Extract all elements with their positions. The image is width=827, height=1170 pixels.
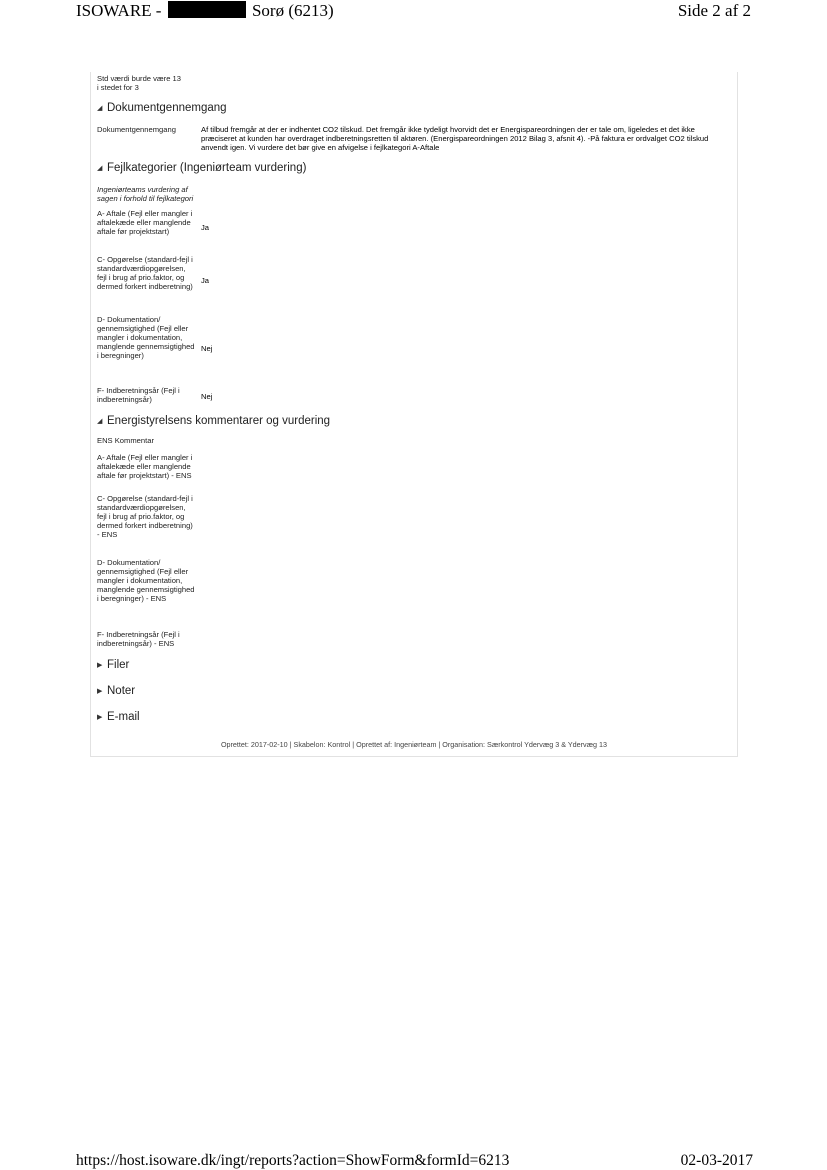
section-filer[interactable]: [97, 658, 129, 673]
print-header: [0, 0, 827, 26]
section-title: Dokumentgennemgang: [107, 102, 227, 114]
report-metadata: Oprettet: 2017-02-10 | Skabelon: Kontrol | Oprettet af: Ingeniørteam | Organisation: Særkontrol Ydervæg 3 & Ydervæg 13: [220, 740, 608, 749]
fejl-row-value: Ja: [201, 223, 210, 232]
section-noter[interactable]: [97, 684, 135, 699]
report-panel: [90, 72, 738, 757]
print-date: 02-03-2017: [680, 1152, 753, 1169]
field-label: Dokumentgennemgang: [97, 125, 176, 134]
expanded-triangle-icon: ◢: [97, 105, 103, 112]
section-title: Filer: [107, 659, 130, 671]
fejl-row-value: Nej: [201, 344, 213, 353]
fejl-row-label: A- Aftale (Fejl eller mangler i aftalekæde eller manglende aftale før projektstart): [97, 209, 193, 236]
ens-row-label: F- Indberetningsår (Fejl i indberetningsår) - ENS: [97, 630, 180, 648]
fejl-row-label: C- Opgørelse (standard-fejl i standardværdiopgørelsen, fejl i brug af prio.faktor, og dermed forkert indberetning): [97, 255, 193, 291]
section-energistyrelsen[interactable]: [97, 414, 330, 429]
section-title: E-mail: [107, 711, 140, 723]
section-title: Fejlkategorier (Ingeniørteam vurdering): [107, 162, 307, 174]
top-note: Std værdi burde være 13 i stedet for 3: [97, 74, 181, 92]
fejl-row-label: F- Indberetningsår (Fejl i indberetningsår): [97, 386, 180, 404]
collapsed-triangle-icon: ▶: [97, 688, 103, 695]
section-title: Energistyrelsens kommentarer og vurdering: [107, 415, 331, 427]
print-title: [76, 1, 334, 21]
section-fejlkategorier[interactable]: [97, 161, 306, 176]
section-email[interactable]: [97, 710, 140, 725]
fejl-row-value: Ja: [201, 276, 210, 285]
section-dokumentgennemgang[interactable]: [97, 101, 227, 116]
fejl-intro: Ingeniørteams vurdering af sagen i forhold til fejlkategori: [97, 185, 194, 203]
ens-row-label: D- Dokumentation/ gennemsigtighed (Fejl eller mangler i dokumentation, manglende gennemsigtighed i beregninger) - ENS: [97, 558, 195, 603]
fejl-row-value: Nej: [201, 392, 213, 401]
collapsed-triangle-icon: ▶: [97, 714, 103, 721]
fejl-row-label: D- Dokumentation/ gennemsigtighed (Fejl eller mangler i dokumentation, manglende gennemsigtighed i beregninger): [97, 315, 195, 360]
page-url: https://host.isoware.dk/ingt/reports?action=ShowForm&formId=6213: [76, 1152, 510, 1169]
ens-row-label: A- Aftale (Fejl eller mangler i aftalekæde eller manglende aftale før projektstart) - ENS: [97, 453, 193, 480]
ens-comment-label: ENS Kommentar: [97, 436, 154, 445]
page-number: Side 2 af 2: [677, 1, 751, 20]
print-footer: [0, 1152, 827, 1169]
ens-row-label: C- Opgørelse (standard-fejl i standardværdiopgørelsen, fejl i brug af prio.faktor, og dermed forkert indberetning) - ENS: [97, 494, 193, 539]
field-value: Af tilbud fremgår at der er indhentet CO2 tilskud. Det fremgår ikke tydeligt hvorvidt det er Energispareordningen der er tale om, ligeledes et det ikke præciseret at kunden har overdraget indberetningsretten til aktøren. (Energispareordningen 2012 Bilag 3, afsnit 4). -På faktura er ordvalget CO2 tilskud anvendt igen. Vi vurdere det bør give en afvigelse i fejlkategori A-Aftale: [201, 125, 709, 152]
redaction-bar: [168, 1, 246, 18]
section-title: Noter: [107, 685, 136, 697]
expanded-triangle-icon: ◢: [97, 418, 103, 425]
app-name: ISOWARE -: [76, 1, 162, 20]
expanded-triangle-icon: ◢: [97, 165, 103, 172]
location-name: Sorø (6213): [251, 1, 334, 20]
collapsed-triangle-icon: ▶: [97, 662, 103, 669]
